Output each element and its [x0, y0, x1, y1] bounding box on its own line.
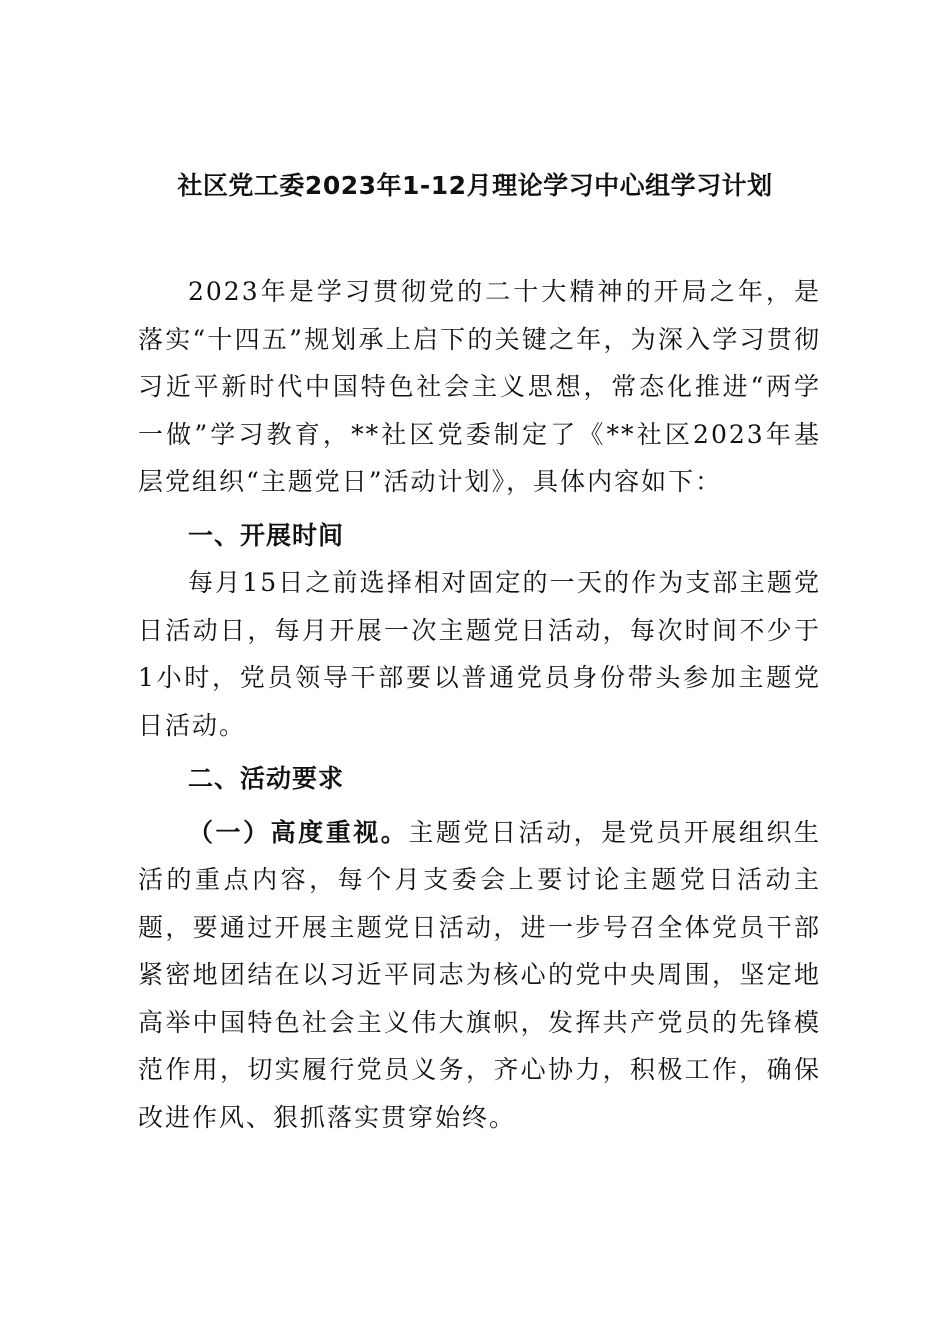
document-title: 社区党工委2023年1-12月理论学习中心组学习计划 — [177, 171, 773, 200]
requirement-item-1 — [138, 809, 821, 1142]
section-heading-schedule: 一、开展时间 — [188, 520, 345, 550]
schedule-paragraph: 每月15日之前选择相对固定的一天的作为支部主题党日活动日，每月开展一次主题党日活动，每次时间不少于1小时，党员领导干部要以普通党员身份带头参加主题党日活动。 — [138, 568, 821, 740]
intro-paragraph: 2023年是学习贯彻党的二十大精神的开局之年，是落实“十四五”规划承上启下的关键之年，为深入学习贯彻习近平新时代中国特色社会主义思想，常态化推进“两学一做”学习教育，**社区党委制定了《**社区2023年基层党组织“主题党日”活动计划》，具体内容如下： — [138, 277, 821, 496]
requirement-item-1-lead: （一）高度重视。 — [188, 817, 409, 847]
section-heading-requirements: 二、活动要求 — [188, 764, 345, 793]
requirement-item-1-body: 主题党日活动，是党员开展组织生活的重点内容，每个月支委会上要讨论主题党日活动主题，要通过开展主题党日活动，进一步号召全体党员干部紧密地团结在以习近平同志为核心的党中央周围，坚定地高举中国特色社会主义伟大旗帜，发挥共产党员的先锋模范作用，切实履行党员义务，齐心协力，积极工作，确保改进作风、狠抓落实贯穿始终。 — [138, 817, 821, 1132]
document-body — [138, 268, 821, 1141]
